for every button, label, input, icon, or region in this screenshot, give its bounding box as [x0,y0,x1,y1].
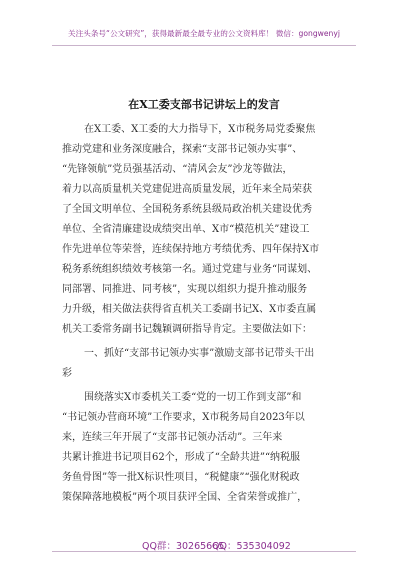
body-line: 机关工委常务副书记魏颖调研指导肯定。主要做法如下： [62,324,312,335]
body-line: 围绕落实X市委机关工委“党的一切工作到支部”和 [84,392,302,403]
body-line: 同部署、同推进、同考核”，实现以组织力提升推动服务 [62,284,308,295]
footer [0,538,408,552]
body-line: 力升级，相关做法获得省直机关工委副书记X、X市委直属 [62,304,317,315]
body-line: 作先进单位等荣誉，连续保持地方考绩优秀、四年保持X市 [62,244,320,255]
body-line: 单位、全省清廉建设成绩突出单、X市“模范机关”建设工 [62,224,310,235]
body-line: 在X工委、X工委的大力指导下，X市税务局党委聚焦 [84,124,316,135]
footer-qq-contact: QQ：535304092 [212,541,291,552]
body-line: 税务系统组织绩效考核第一名。通过党建与业务“同谋划、 [62,264,318,275]
body-line: 了全国文明单位、全国税务系统县级局政治机关建设优秀 [62,204,312,215]
footer-qq-group: QQ群：30265665 [142,541,225,552]
body-line: 务鱼骨图”等一批X标识性项目，“税健康”“强化财税政 [62,472,300,483]
body-line: 策保障落地模板”两个项目获评全国、全省荣誉或推广， [62,492,308,503]
body-line: “书记领办营商环境”工作要求，X市税务局自2023年以 [62,412,305,423]
body-line: 着力以高质量机关党建促进高质量发展，近年来全局荣获 [62,184,312,195]
body-line: 来，连续三年开展了“支部书记领办活动”。三年来 [62,432,283,443]
footer-divider [52,551,356,552]
header-banner: 关注头条号“公文研究”，获得最新最全最专业的公文资料库！ 微信：gongwenyj [68,29,340,38]
body-line: “先锋领航”党员强基活动、“清风会友”沙龙等做法， [62,164,293,175]
section-heading: 彩 [62,368,72,379]
body-line: 推动党建和业务深度融合，探索“支部书记领办实事”、 [62,144,303,155]
header-divider [52,45,356,46]
body-line: 共累计推进书记项目62个，形成了“全龄共进”“纳税服 [62,452,301,463]
section-heading: 一、抓好“支部书记领办实事”激励支部书记带头干出 [84,348,315,359]
document-title: 在X工委支部书记讲坛上的发言 [128,98,280,111]
